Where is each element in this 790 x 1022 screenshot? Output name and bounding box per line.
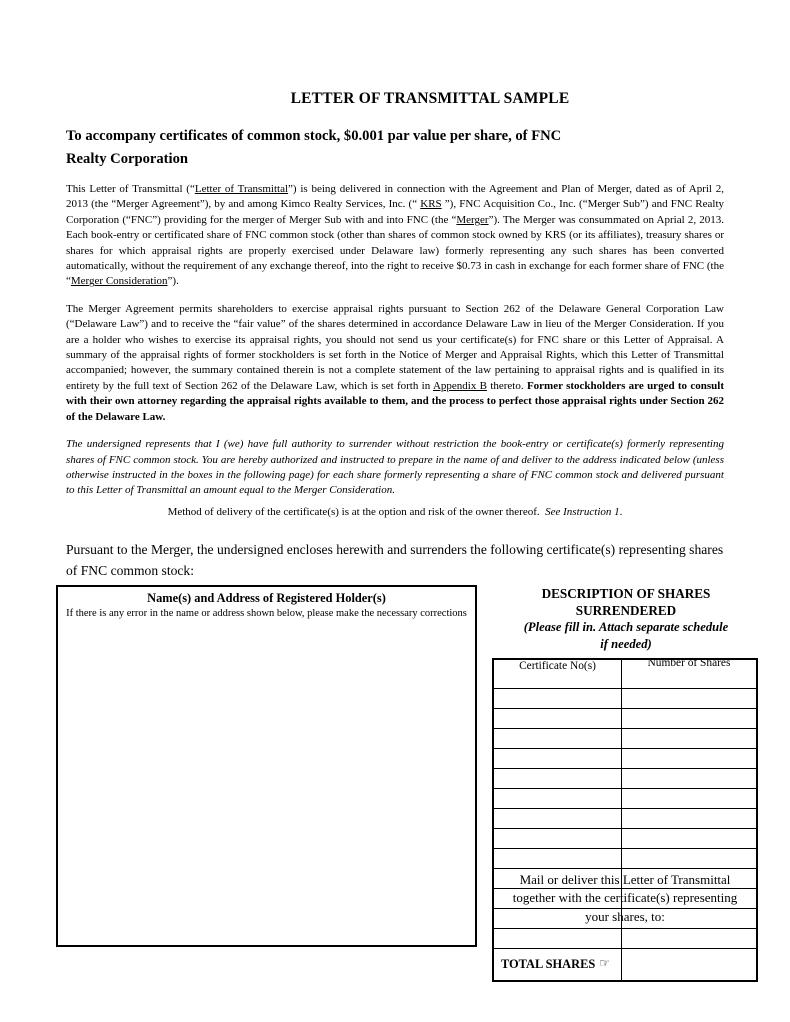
certificate-no-cell[interactable] bbox=[494, 889, 622, 908]
mail-instruction-line-2: together with the certificate(s) representing bbox=[512, 890, 738, 906]
table-row bbox=[494, 688, 756, 708]
certificate-no-cell[interactable] bbox=[494, 729, 622, 748]
number-of-shares-cell[interactable] bbox=[622, 869, 756, 888]
number-of-shares-cell[interactable] bbox=[622, 849, 756, 868]
certificate-table-rows bbox=[494, 688, 756, 948]
paragraph-appraisal-rights: The Merger Agreement permits shareholders to exercise appraisal rights pursuant to Section 262 of the Delaware General Corporation Law (“Delaware Law”) and to receive the “fair value” of the shares determined in accordance Delaware Law in lieu of the Merger Consideration. If you are a holder who wishes to exercise its appraisal rights, you should not send us your certificate(s) for FNC share or this Letter of Appraisal. A summary of the appraisal rights of former stockholders is set forth in the Notice of Merger and Appraisal Rights, which this Letter of Transmittal accompanied; however, the summary contained therein is not a complete statement of the law pertaining to appraisal rights and is qualified in its entirety by the full text of Section 262 of the Delaware Law, which is set forth in Appendix B thereto. Former stockholders are urged to consult with their own attorney regarding the appraisal rights available to them, and the process to perfect those appraisal rights under Section 262 of the Delaware Law. bbox=[66, 302, 724, 423]
surrender-form-section bbox=[56, 585, 760, 982]
shares-header-line-1: DESCRIPTION OF SHARES bbox=[541, 585, 711, 601]
certificate-no-cell[interactable] bbox=[494, 689, 622, 708]
total-shares-row bbox=[494, 948, 756, 980]
certificate-no-cell[interactable] bbox=[494, 909, 622, 928]
table-row bbox=[494, 768, 756, 788]
table-row bbox=[494, 928, 756, 948]
paragraph-merger-intro: This Letter of Transmittal (“Letter of Transmittal”) is being delivered in connection with the Agreement and Plan of Merger, dated as of April 2, 2013 (the “Merger Agreement”), by and among Kimco Realty Services, Inc. (“ KRS ”), FNC Acquisition Co., Inc. (“Merger Sub”) and FNC Realty Corporation (“FNC”) providing for the merger of Merger Sub with and into FNC (the “Merger”). The Merger was consummated on Aprial 2, 2013. Each book-entry or certificated share of FNC common stock (other than shares of common stock owned by KRS (or its affiliates), treasury shares or shares for which appraisal rights are properly exercised under Delaware law) formerly representing any such shares has been converted automatically, without the requirement of any exchange thereof, into the right to receive $0.73 in cash in exchange for each former share of FNC (the “Merger Consideration”). bbox=[66, 183, 725, 288]
number-of-shares-cell[interactable] bbox=[622, 929, 756, 948]
number-of-shares-cell[interactable] bbox=[622, 709, 756, 728]
table-row bbox=[494, 828, 756, 848]
number-of-shares-cell[interactable] bbox=[622, 829, 756, 848]
number-of-shares-cell[interactable] bbox=[622, 889, 756, 908]
number-of-shares-cell[interactable] bbox=[622, 909, 756, 928]
holder-name-address-area[interactable] bbox=[58, 619, 475, 939]
number-of-shares-cell[interactable] bbox=[622, 749, 756, 768]
certificate-no-cell[interactable] bbox=[494, 829, 622, 848]
mail-instruction-line-3: your shares, to: bbox=[585, 908, 665, 924]
table-row bbox=[494, 748, 756, 768]
subtitle-line-1: To accompany certificates of common stock, $0.001 par value per share, of FNC bbox=[66, 128, 562, 144]
subtitle-line-2: Realty Corporation bbox=[66, 151, 189, 167]
certificate-table-header-row bbox=[494, 656, 756, 688]
table-row bbox=[494, 868, 756, 888]
certificate-table bbox=[492, 658, 758, 982]
registered-holder-box bbox=[56, 585, 477, 947]
total-shares-value-cell[interactable] bbox=[622, 949, 756, 980]
document-subtitle bbox=[66, 125, 724, 171]
number-of-shares-cell[interactable] bbox=[622, 689, 756, 708]
pursuant-statement: Pursuant to the Merger, the undersigned encloses herewith and surrenders the following certificate(s) representing shares of FNC common stock: bbox=[66, 541, 724, 578]
shares-note-line-1: (Please fill in. Attach separate schedule bbox=[523, 619, 729, 634]
table-row bbox=[494, 808, 756, 828]
paragraph-undersigned-representation: The undersigned represents that I (we) have full authority to surrender without restriction the book-entry or certificate(s) formerly representing shares of FNC common stock. You are hereby authorized and instructed to prepare in the name of and deliver to the address indicated below (unless otherwise instructed in the boxes in the following page) for each share formerly representing a share of FNC common stock and delivered pursuant to this Letter of Transmittal an amount equal to the Merger Consideration. bbox=[66, 438, 724, 497]
certificate-no-cell[interactable] bbox=[494, 769, 622, 788]
certificate-no-cell[interactable] bbox=[494, 809, 622, 828]
total-shares-label-cell bbox=[494, 949, 622, 980]
total-shares-label: TOTAL SHARES bbox=[501, 956, 596, 971]
method-of-delivery-note: Method of delivery of the certificate(s) is at the option and risk of the owner thereof. See Instruction 1. bbox=[167, 505, 623, 518]
number-of-shares-cell[interactable] bbox=[622, 729, 756, 748]
table-row bbox=[494, 848, 756, 868]
table-row bbox=[494, 788, 756, 808]
holder-box-note: If there is any error in the name or address shown below, please make the necessary corrections bbox=[66, 607, 467, 619]
certificate-no-cell[interactable] bbox=[494, 869, 622, 888]
certificate-no-cell[interactable] bbox=[494, 749, 622, 768]
shares-surrendered-column bbox=[492, 585, 760, 982]
table-row bbox=[494, 908, 756, 928]
table-row bbox=[494, 728, 756, 748]
certificate-no-cell[interactable] bbox=[494, 789, 622, 808]
certificate-no-header: Certificate No(s) bbox=[494, 660, 622, 688]
number-of-shares-cell[interactable] bbox=[622, 809, 756, 828]
number-of-shares-cell[interactable] bbox=[622, 789, 756, 808]
number-of-shares-header: Number of Shares bbox=[647, 656, 731, 669]
table-row bbox=[494, 888, 756, 908]
number-of-shares-cell[interactable] bbox=[622, 769, 756, 788]
mail-instruction-line-1: Mail or deliver this Letter of Transmittal bbox=[519, 871, 731, 887]
certificate-no-cell[interactable] bbox=[494, 929, 622, 948]
pointing-hand-icon: ☞ bbox=[599, 955, 610, 970]
certificate-no-cell[interactable] bbox=[494, 849, 622, 868]
page-title: LETTER OF TRANSMITTAL SAMPLE bbox=[290, 90, 570, 107]
holder-box-title: Name(s) and Address of Registered Holder(s) bbox=[147, 590, 386, 605]
table-row bbox=[494, 708, 756, 728]
shares-note-line-2: if needed) bbox=[600, 637, 652, 652]
certificate-no-cell[interactable] bbox=[494, 709, 622, 728]
shares-header-line-2: SURRENDERED bbox=[575, 602, 677, 618]
